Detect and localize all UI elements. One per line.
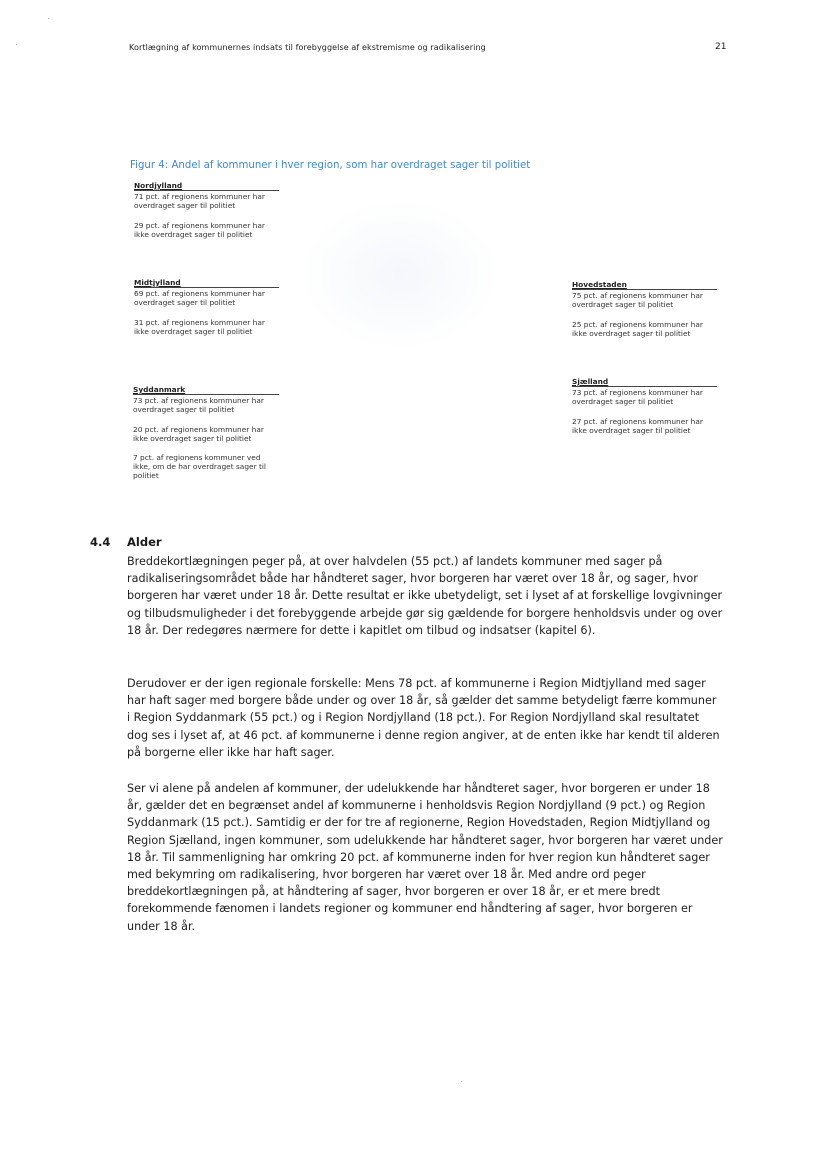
region-stat: 73 pct. af regionens kommuner har overdraget sager til politiet xyxy=(572,388,703,407)
paragraph-text: Breddekortlægningen peger på, at over halvdelen (55 pct.) af landets kommuner med sager på radikaliseringsområdet både har håndteret sager, hvor borgeren har været over 18 år, og sager, hvor borgeren har været under 18 år. Dette resultat er ikke ubetydeligt, set i lyset af at forskellige lovgivninger og tilbudsmuligheder i det forebyggende arbejde gør sig gældende for borgere henholdsvis under og over 18 år. Der redegøres nærmere for dette i kapitlet om tilbud og indsatser (kapitel 6). xyxy=(127,555,723,637)
paragraph-text: Ser vi alene på andelen af kommuner, der udelukkende har håndteret sager, hvor borgeren er under 18 år, gælder det en begrænset andel af kommunerne i henholdsvis Region Nordjylland (9 pct.) og Region Syddanmark (15 pct.). Samtidig er der for tre af regionerne, Region Hovedstaden, Region Midtjylland og Region Sjælland, ingen kommuner, som udelukkende har håndteret sager, hvor borgeren har været under 18 år. Til sammenligning har omkring 20 pct. af kommunerne inden for hver region kun håndteret sager med bekymring om radikalisering, hvor borgeren har været over 18 år. Med andre ord peger breddekortlægningen på, at håndtering af sager, hvor borgeren er over 18 år, er et mere bredt forekommende fænomen i landets regioner og kommuner end håndtering af sager, hvor borgeren er under 18 år. xyxy=(127,782,723,933)
region-syddanmark xyxy=(133,385,279,481)
region-stat: 25 pct. af regionens kommuner har ikke overdraget sager til politiet xyxy=(572,319,703,338)
page-number: 21 xyxy=(715,42,727,52)
scan-speck xyxy=(16,44,17,45)
region-name: Sjælland xyxy=(572,377,717,387)
region-name: Hovedstaden xyxy=(572,280,717,290)
section-title: Alder xyxy=(127,535,162,549)
scan-speck xyxy=(48,18,49,19)
scan-speck xyxy=(461,1081,462,1082)
region-hovedstaden xyxy=(572,280,717,338)
figure-caption: Figur 4: Andel af kommuner i hver region, som har overdraget sager til politiet xyxy=(130,160,531,171)
body-paragraph xyxy=(127,780,723,935)
region-nordjylland xyxy=(134,181,279,239)
region-stat: 31 pct. af regionens kommuner har ikke overdraget sager til politiet xyxy=(134,317,265,336)
region-stat: 29 pct. af regionens kommuner har ikke overdraget sager til politiet xyxy=(134,220,265,239)
region-stat: 20 pct. af regionens kommuner har ikke overdraget sager til politiet xyxy=(133,424,264,443)
region-sjaelland xyxy=(572,377,717,435)
region-name: Midtjylland xyxy=(134,278,279,288)
region-stat: 7 pct. af regionens kommuner ved ikke, om de har overdraget sager til politiet xyxy=(133,453,266,481)
region-name: Nordjylland xyxy=(134,181,279,191)
paragraph-text: Derudover er der igen regionale forskelle: Mens 78 pct. af kommunerne i Region Midtjylland med sager har haft sager med borgere både under og over 18 år, så gælder det samme betydeligt færre kommuner i Region Syddanmark (55 pct.) og i Region Nordjylland (18 pct.). For Region Nordjylland skal resultatet dog ses i lyset af, at 46 pct. af kommunerne i denne region angiver, at de enten ikke har kendt til alderen på borgerne eller ikke har haft sager. xyxy=(127,677,720,759)
region-stat: 73 pct. af regionens kommuner har overdraget sager til politiet xyxy=(133,396,264,415)
region-stat: 27 pct. af regionens kommuner har ikke overdraget sager til politiet xyxy=(572,416,703,435)
region-name: Syddanmark xyxy=(133,385,279,395)
section-number: 4.4 xyxy=(90,535,111,549)
region-stat: 75 pct. af regionens kommuner har overdraget sager til politiet xyxy=(572,291,703,310)
page-header xyxy=(129,42,729,56)
running-title: Kortlægning af kommunernes indsats til forebyggelse af ekstremisme og radikalisering xyxy=(129,43,486,52)
region-stat: 71 pct. af regionens kommuner har overdraget sager til politiet xyxy=(134,192,265,211)
body-paragraph xyxy=(127,675,723,761)
region-midtjylland xyxy=(134,278,279,336)
body-paragraph xyxy=(127,553,723,639)
map-image-placeholder xyxy=(300,200,500,350)
region-stat: 69 pct. af regionens kommuner har overdraget sager til politiet xyxy=(134,289,265,308)
